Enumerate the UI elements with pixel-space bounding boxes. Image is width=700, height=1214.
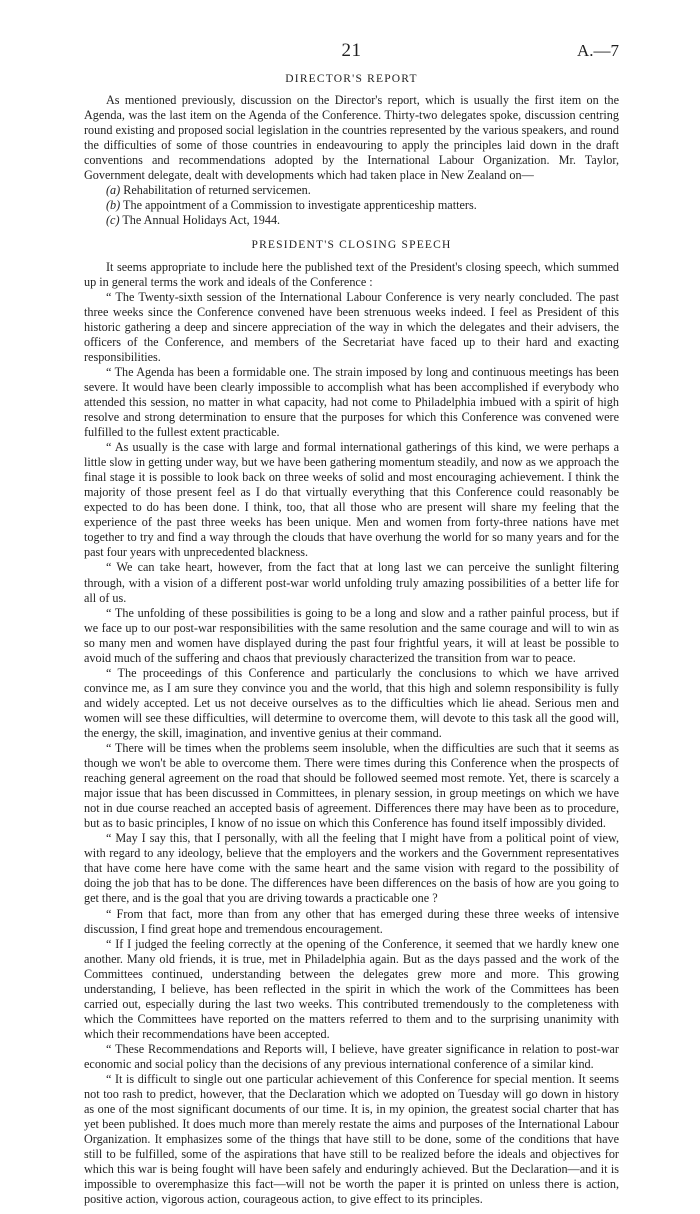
list-item-text: The appointment of a Commission to investigate apprenticeship matters. (123, 198, 477, 213)
paragraph: As mentioned previously, discussion on the Director's report, which is usually the first item on the Agenda, was the last item on the Agenda of the Conference. Thirty-two delegates spoke, discussion centring round existing and proposed social legislation in the countries represented by the various speakers, and round the difficulties of some of those countries in endeavouring to apply the principles laid down in the draft conventions and recommendations adopted by the International Labour Organization. Mr. Taylor, Government delegate, dealt with developments which had taken place in New Zealand on— (84, 93, 619, 183)
paragraph: It seems appropriate to include here the published text of the President's closing speech, which summed up in general terms the work and ideals of the Conference : (84, 259, 619, 289)
page-number: 21 (341, 40, 362, 61)
document-reference: A.—7 (576, 41, 619, 60)
paragraph: “ The proceedings of this Conference and particularly the conclusions to which we have arrived convince me, as I am sure they convince you and the world, that this high and solemn responsibility is fully and widely accepted. Let us not deceive ourselves as to the difficulties which lie ahead. Serious men and women will see these difficulties, will determine to overcome them, will devote to this task all the good will, the energy, the skill, imagination, and inventive genius at their command. (84, 665, 619, 740)
list-item (106, 213, 619, 228)
paragraph: “ The Twenty-sixth session of the International Labour Conference is very nearly concluded. The past three weeks since the Conference convened have been strenuous weeks indeed. I feel as President of this historic gathering a deep and sincere appreciation of the way in which the delegates and their advisers, the officers of the Conference, and members of the Secretariat have faced up to their hard and exacting responsibilities. (84, 289, 619, 364)
paragraph: “ If I judged the feeling correctly at the opening of the Conference, it seemed that we hardly knew one another. Many old friends, it is true, met in Philadelphia again. But as the days passed and the work of the Committees continued, understanding between the delegates grew more and more. This growing understanding, I believe, has been reflected in the spirit in which the work of the Committees has been carried out, especially during the last two weeks. This contributed tremendously to the completeness with which the Committees have reported on the matters referred to them and to the surprising unanimity with which their recommendations have been accepted. (84, 936, 619, 1041)
list-item-marker: (c) (106, 213, 120, 228)
section-heading-closing-speech: PRESIDENT'S CLOSING SPEECH (251, 239, 452, 252)
page-header (84, 40, 619, 66)
developments-list (84, 183, 619, 228)
list-item (106, 198, 619, 213)
list-item-text: Rehabilitation of returned servicemen. (123, 183, 311, 198)
list-item-text: The Annual Holidays Act, 1944. (122, 213, 281, 228)
paragraph: “ There will be times when the problems seem insoluble, when the difficulties are such that it seems as though we won't be able to overcome them. There were times during this Conference when the prospects of reaching general agreement on the road that should be followed seemed most remote. Yet, there is scarcely a major issue that has been discussed in Committees, in plenary session, in group meetings on which we have not in due course reached an accepted basis of agreement. Differences there may have been as to procedure, but as to basic principles, I know of no issue on which this Conference has found itself impossibly divided. (84, 741, 619, 831)
paragraph: “ May I say this, that I personally, with all the feeling that I might have from a political point of view, with regard to any ideology, believe that the employers and the workers and the Government representatives that have come here have come with the same heart and the same vision with regard to the possibility of doing the job that has to be done. The differences have been differences on the basis of how are you going to get there, and is the goal that you are driving towards a practicable one ? (84, 831, 619, 906)
paragraph: “ As usually is the case with large and formal international gatherings of this kind, we were perhaps a little slow in getting under way, but we have been gathering momentum steadily, and now as we approach the final stage it is possible to look back on three weeks of solid and most encouraging achievement. I think the majority of those present feel as I do that virtually everything that this Conference could reasonably be expected to do has been done. I think, too, that all those who are present will share my feeling that the experience of the past three weeks has been unique. Men and women from forty-three nations have met together to try and find a way through the clouds that have overhung the world for so many years and for the past four years with unprecedented blackness. (84, 440, 619, 560)
directors-report-section (84, 72, 619, 228)
list-item-marker: (b) (106, 198, 121, 213)
list-item-marker: (a) (106, 183, 121, 198)
list-item (106, 183, 619, 198)
paragraph: “ These Recommendations and Reports will, I believe, have greater significance in relation to post-war economic and social policy than the decisions of any previous international conference of a similar kind. (84, 1041, 619, 1071)
paragraph: “ We can take heart, however, from the fact that at long last we can perceive the sunlight filtering through, with a vision of a different post-war world unfolding truly amazing possibilities of a better life for all of us. (84, 560, 619, 605)
paragraph: “ The unfolding of these possibilities is going to be a long and slow and a rather painful process, but if we face up to our post-war responsibilities with the same resolution and the same courage and will to win as so many men and women have displayed during the past four frightful years, it will at least be possible to avoid much of the suffering and chaos that previously characterized the transition from war to peace. (84, 605, 619, 665)
paragraph: “ It is difficult to single out one particular achievement of this Conference for special mention. It seems not too rash to predict, however, that the Declaration which we adopted on Tuesday will go down in history as one of the most significant documents of our time. It is, in my opinion, the greatest social charter that has yet been published. It does much more than merely restate the aims and purposes of the International Labour Organization. It emphasizes some of the things that have still to be done, some of the conditions that have still to be fulfilled, some of the aspirations that have still to be realized before the ideals and objectives for which this war is being fought will have been safely and enduringly achieved. But the Declaration—and it is impossible to overemphasize this fact—will not be worth the paper it is printed on unless there is action, positive action, vigorous action, courageous action, to give effect to its principles. (84, 1072, 619, 1207)
paragraph: “ The Agenda has been a formidable one. The strain imposed by long and continuous meetings has been severe. It would have been clearly impossible to accomplish what has been accomplished if everybody who attended this session, no matter in what capacity, had not come to Philadelphia imbued with a spirit of high resolve and strong determination to ensure that the purposes for which this Conference was convened were fulfilled to the fullest extent practicable. (84, 364, 619, 440)
closing-speech-section (84, 238, 619, 1207)
section-heading-directors-report: DIRECTOR'S REPORT (285, 73, 418, 85)
paragraph: “ From that fact, more than from any other that has emerged during these three weeks of intensive discussion, I find great hope and tremendous encouragement. (84, 906, 619, 936)
